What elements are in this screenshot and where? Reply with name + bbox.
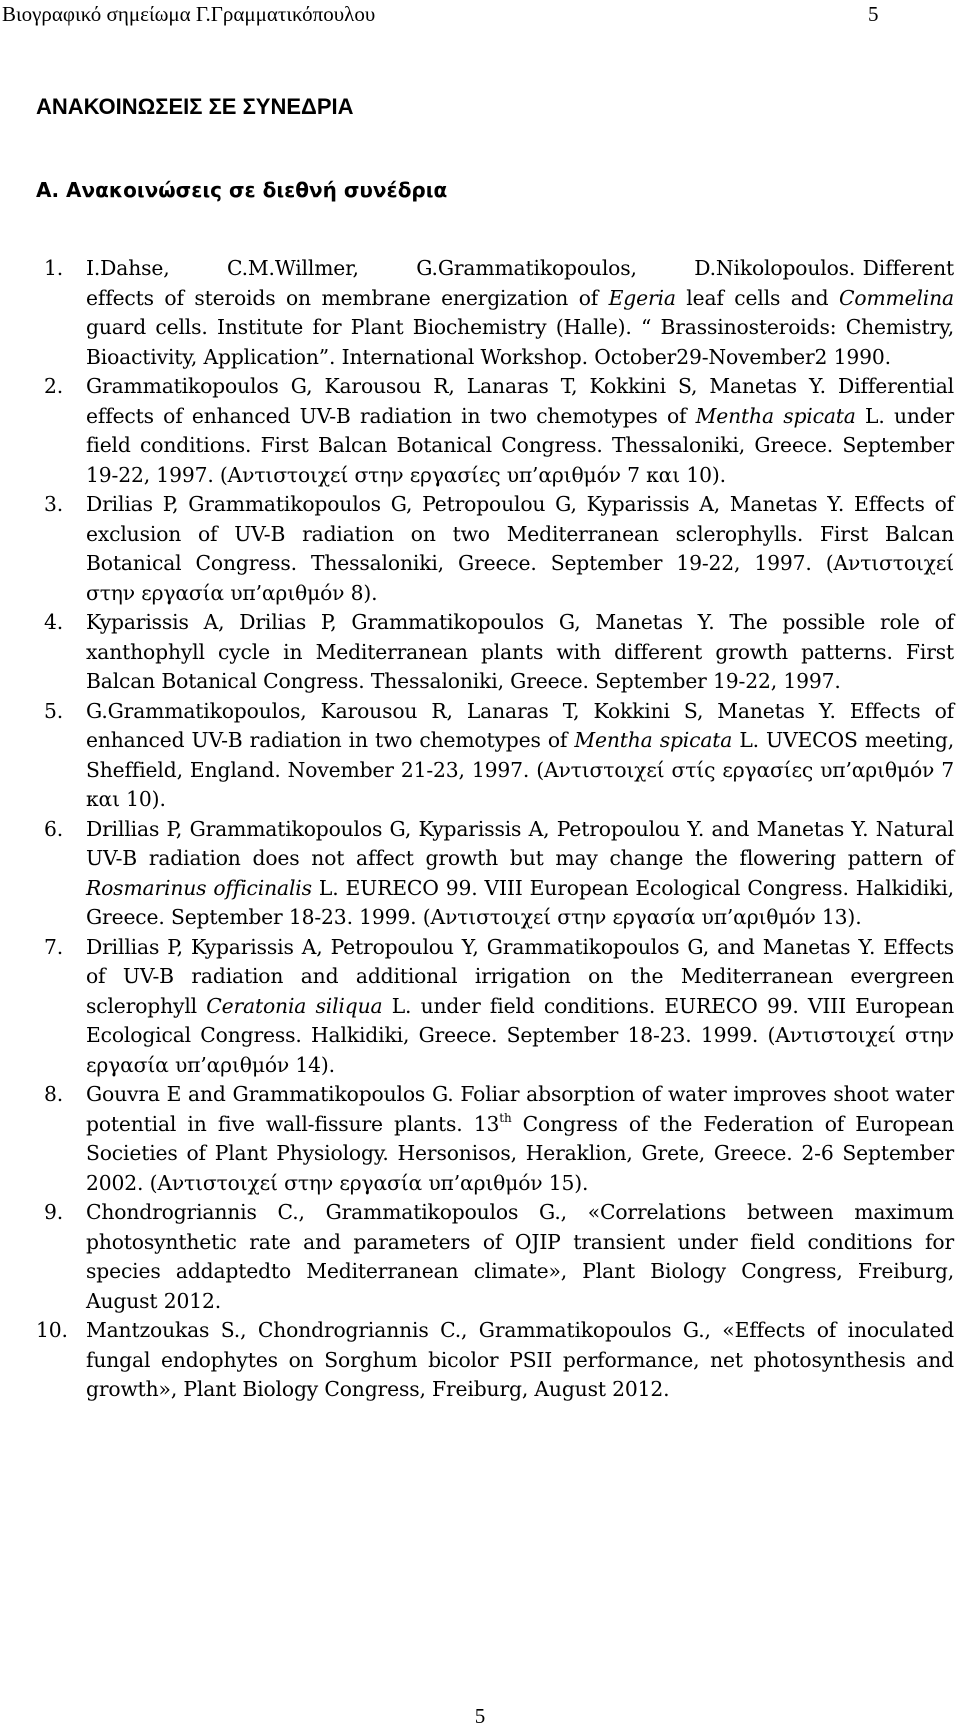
reference-item [0,1080,954,1198]
reference-authors: I.Dahse, C.M.Willmer, G.Grammatikopoulos, D.Nikolopoulos. [86,256,856,280]
running-header [0,2,960,30]
reference-text: Chondrogriannis C., Grammatikopoulos G., «Correlations between maximum photosynthetic rate and parameters of OJIP transient under field conditions for species addaptedto Mediterranean climate», Plant Biology Congress, Freiburg, August 2012. [86,1200,954,1313]
reference-number: 1. [44,256,64,280]
reference-text: L. EURECO 99. VIII European Ecological Congress. Halkidiki, Greece. September 18-23. 1999. (Αντιστοιχεί στην εργασία υπ’αριθμόν 13). [86,875,954,929]
reference-text: guard cells. Institute for Plant Biochemistry (Halle). “ Brassinosteroids: Chemistry, Bioactivity, Application”. International Workshop. October29-November2 1990. [86,315,954,369]
reference-item [0,608,954,697]
reference-text: L. UVECOS meeting, Sheffield, England. November 21-23, 1997. (Αντιστοιχεί στίς εργασίες υπ’αριθμόν 7 και 10). [86,728,954,811]
reference-species: Mentha spicata [574,728,733,752]
reference-text: L. under field conditions. EURECO 99. VIII European Ecological Congress. Halkidiki, Greece. September 18-23. 1999. (Αντιστοιχεί στην εργασία υπ’αριθμόν 14). [86,993,954,1077]
reference-item [0,372,954,490]
footer-page-number: 5 [474,1704,486,1728]
reference-number: 4. [44,610,64,634]
reference-text: Drilias P, Grammatikopoulos G, Petropoulou G, Kyparissis A, Manetas Y. Effects of exclusion of UV-B radiation on two Mediterranean sclerophylls. First Balcan Botanical Congress. Thessaloniki, Greece. September 19-22, 1997. (Αντιστοιχεί στην εργασία υπ’αριθμόν 8). [86,492,954,605]
reference-number: 10. [36,1318,68,1342]
section-title: ΑΝΑΚΟΙΝΩΣΕΙΣ ΣΕ ΣΥΝΕΔΡΙΑ [36,94,354,119]
reference-text: Drillias P, Kyparissis A, Petropoulou Y, Grammatikopoulos G, and Manetas Y. Effects of UV-B radiation and additional irrigation on the Mediterranean evergreen sclerophyll [86,934,954,1018]
ordinal-superscript: th [499,1110,512,1125]
reference-number: 5. [44,698,64,723]
reference-item [0,1198,954,1316]
reference-species: Ceratonia siliqua [206,993,383,1018]
reference-item [0,490,954,608]
reference-item [0,933,954,1081]
reference-text: Grammatikopoulos G, Karousou R, Lanaras T, Kokkini S, Manetas Y. Differential effects of enhanced UV-B radiation in two chemotypes of [86,374,954,428]
header-page-number: 5 [868,2,879,26]
reference-text: leaf cells and [675,285,840,310]
reference-species: Mentha spicata [695,403,856,428]
reference-text: Different effects of steroids on membrane energization of [86,256,955,310]
reference-number: 2. [44,374,64,398]
reference-text: Congress of the Federation of European Societies of Plant Physiology. Hersonisos, Heraklion, Grete, Greece. 2-6 September 2002. (Αντιστοιχεί στην εργασία υπ’αριθμόν 15). [86,1111,954,1195]
reference-number: 6. [44,816,64,841]
reference-text: Drillias P, Grammatikopoulos G, Kyparissis A, Petropoulou Y. and Manetas Y. Natural UV-B radiation does not affect growth but may change the flowering pattern of [86,816,954,870]
reference-number: 9. [44,1200,64,1224]
reference-item [0,1316,954,1405]
reference-item [0,815,954,933]
reference-text: G.Grammatikopoulos, Karousou R, Lanaras T, Kokkini S, Manetas Y. Effects of enhanced UV-B radiation in two chemotypes of [86,698,954,752]
reference-text: Gouvra E and Grammatikopoulos G. Foliar absorption of water improves shoot water potential in five wall-fissure plants. 13 [86,1082,954,1136]
reference-list [0,254,960,1405]
reference-number: 7. [44,934,64,959]
reference-item [0,697,954,815]
reference-species: Egeria [608,285,676,310]
subsection-title: Α. Ανακοινώσεις σε διεθνή συνέδρια [36,178,448,202]
running-title: Βιογραφικό σημείωμα Γ.Γραμματικόπουλου [2,2,376,26]
reference-text: Mantzoukas S., Chondrogriannis C., Grammatikopoulos G., «Effects of inoculated fungal endophytes on Sorghum bicolor PSII performance, net photosynthesis and growth», Plant Biology Congress, Freiburg, August 2012. [86,1318,954,1401]
reference-number: 8. [44,1082,64,1106]
reference-number: 3. [44,492,64,516]
reference-item [0,254,954,372]
reference-text: L. under field conditions. First Balcan Botanical Congress. Thessaloniki, Greece. September 19-22, 1997. (Αντιστοιχεί στην εργασίες υπ’αριθμόν 7 και 10). [86,403,955,487]
reference-species: Commelina [839,285,954,310]
reference-species: Rosmarinus officinalis [86,875,312,900]
reference-text: Kyparissis A, Drilias P, Grammatikopoulos G, Manetas Y. The possible role of xanthophyll cycle in Mediterranean plants with different growth patterns. First Balcan Botanical Congress. Thessaloniki, Greece. September 19-22, 1997. [86,610,954,693]
